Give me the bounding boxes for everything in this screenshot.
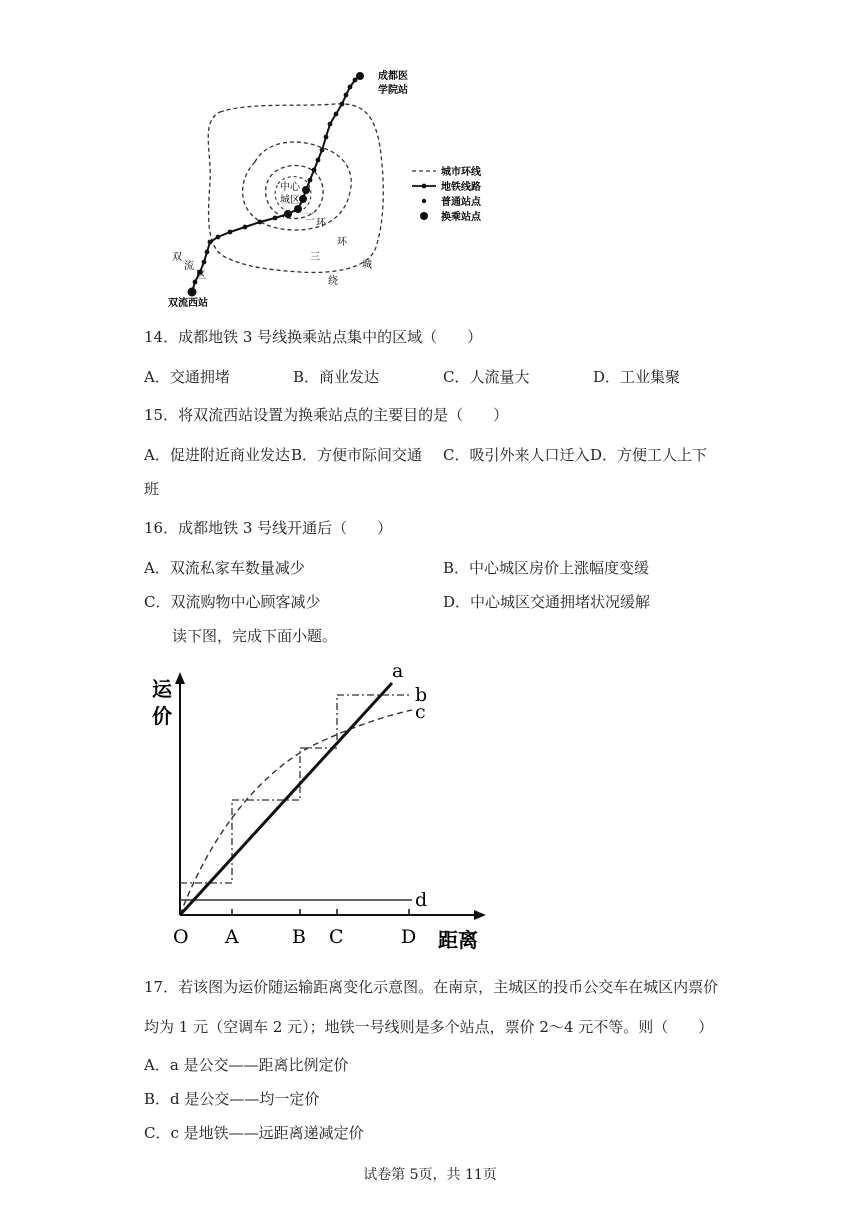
legend-ring-label: 城市环线 — [441, 167, 481, 178]
q14-option-a[interactable]: A．交通拥堵 — [144, 368, 230, 386]
question-16-stem: 16．成都地铁 3 号线开通后（ ） — [144, 519, 393, 537]
freight-rate-chart — [140, 660, 500, 955]
y-axis-label-1: 运 — [152, 677, 172, 701]
metro-map-figure — [160, 62, 510, 312]
legend-ordinary-label: 普通站点 — [441, 197, 481, 208]
ordinary-stations — [193, 78, 358, 285]
label-terminal-top-1: 成都医 — [378, 71, 408, 82]
map-legend — [412, 165, 482, 223]
tick-label-a: A — [225, 926, 239, 948]
series-a-line — [180, 683, 392, 915]
label-ringround-2: 城 — [362, 260, 372, 271]
q15-option-d-wrap: 班 — [144, 480, 160, 498]
q15-option-d[interactable]: D．方便工人上下 — [590, 446, 708, 464]
q17-option-a[interactable]: A．a 是公交——距离比例定价 — [144, 1056, 349, 1074]
q15-option-c[interactable]: C．吸引外来人口迁入 — [443, 446, 590, 464]
q15-option-b[interactable]: B．方便市际间交通 — [291, 446, 423, 464]
label-center-1: 中心 — [280, 182, 300, 193]
q16-option-a[interactable]: A．双流私家车数量减少 — [144, 559, 305, 577]
label-ring2-1: 二 — [305, 212, 315, 223]
instruction-text: 读下图，完成下面小题。 — [172, 627, 338, 645]
q14-option-c[interactable]: C．人流量大 — [443, 368, 530, 386]
q15-option-a[interactable]: A．促进附近商业发达 — [144, 446, 290, 464]
q17-option-b[interactable]: B．d 是公交——均一定价 — [144, 1090, 320, 1108]
label-shuangliu-3: 区 — [196, 270, 206, 281]
series-c-label: c — [415, 701, 426, 723]
tick-label-b: B — [292, 926, 306, 948]
origin-label: O — [173, 926, 189, 948]
x-axis-arrow — [474, 910, 486, 920]
label-center-2: 城区 — [280, 195, 300, 206]
q16-option-b[interactable]: B．中心城区房价上涨幅度变缓 — [443, 559, 650, 577]
series-b-label: b — [415, 684, 428, 706]
q14-option-d[interactable]: D．工业集聚 — [593, 368, 681, 386]
series-d-label: d — [415, 889, 428, 911]
label-ring3-2: 环 — [337, 237, 347, 248]
label-terminal-top-2: 学院站 — [378, 85, 408, 96]
q16-option-c[interactable]: C．双流购物中心顾客减少 — [144, 593, 321, 611]
label-shuangliu-2: 流 — [184, 261, 194, 272]
series-a-label: a — [392, 660, 404, 682]
label-ring2-2: 环 — [316, 218, 326, 229]
series-c-curve — [180, 710, 412, 915]
label-shuangliu-1: 双 — [172, 252, 182, 263]
q17-option-c[interactable]: C．c 是地铁——远距离递减定价 — [144, 1124, 364, 1142]
y-axis-label-2: 价 — [152, 704, 172, 728]
label-ringround-1: 绕 — [328, 276, 338, 287]
question-15-stem: 15．将双流西站设置为换乘站点的主要目的是（ ） — [144, 406, 509, 424]
legend-metro-label: 地铁线路 — [441, 182, 481, 193]
question-17-stem-line2: 均为 1 元（空调车 2 元）；地铁一号线则是多个站点，票价 2～4 元不等。则（ ） — [144, 1018, 714, 1036]
tick-label-c: C — [329, 926, 344, 948]
q14-option-b[interactable]: B．商业发达 — [293, 368, 380, 386]
label-terminal-bottom: 双流西站 — [168, 298, 208, 309]
metro-line-3 — [192, 76, 360, 292]
q16-option-d[interactable]: D．中心城区交通拥堵状况缓解 — [443, 593, 651, 611]
tick-label-d: D — [401, 926, 417, 948]
y-axis-arrow — [175, 672, 185, 684]
question-17-stem-line1: 17．若该图为运价随运输距离变化示意图。在南京，主城区的投币公交车在城区内票价 — [144, 978, 719, 996]
question-14-stem: 14．成都地铁 3 号线换乘站点集中的区域（ ） — [144, 328, 483, 346]
x-axis-label: 距离 — [438, 928, 478, 952]
legend-transfer-label: 换乘站点 — [441, 212, 481, 223]
label-ring3-1: 三 — [310, 252, 320, 263]
page-footer: 试卷第 5页，共 11页 — [363, 1167, 497, 1183]
